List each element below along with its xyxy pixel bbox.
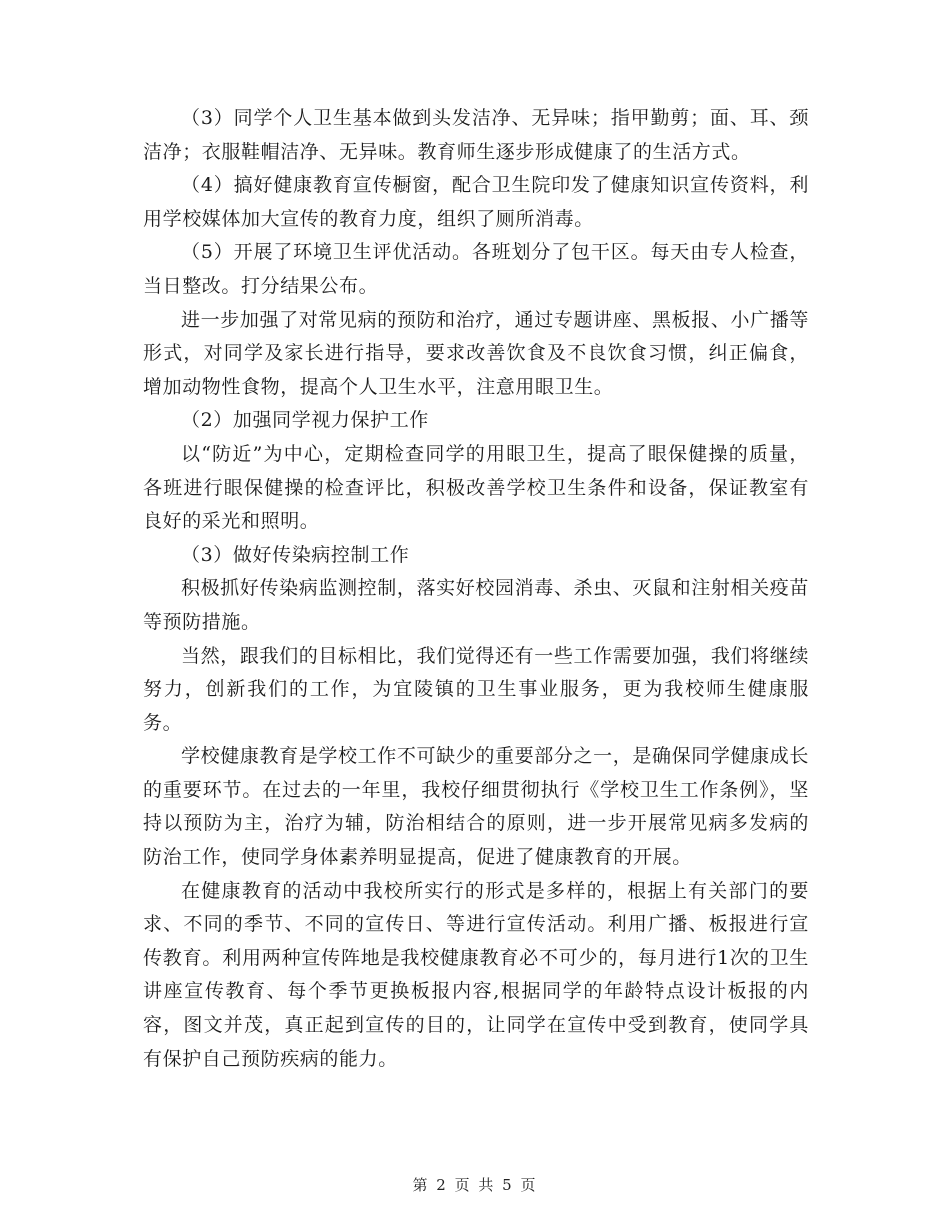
- paragraph-vision-protection: 以“防近”为中心，定期检查同学的用眼卫生，提高了眼保健操的质量，各班进行眼保健操的检查评比，积极改善学校卫生条件和设备，保证教室有良好的采光和照明。: [143, 442, 809, 533]
- document-body: [143, 102, 809, 1076]
- paragraph-environment-evaluation: （5）开展了环境卫生评优活动。各班划分了包干区。每天由专人检查，当日整改。打分结果公布。: [143, 241, 809, 297]
- page-number: 第 2 页 共 5 页: [412, 1176, 538, 1194]
- paragraph-personal-hygiene: （3）同学个人卫生基本做到头发洁净、无异味；指甲勤剪；面、耳、颈洁净；衣服鞋帽洁净、无异味。教育师生逐步形成健康了的生活方式。: [143, 107, 809, 163]
- paragraph-health-window: （4）搞好健康教育宣传橱窗，配合卫生院印发了健康知识宣传资料，利用学校媒体加大宣传的教育力度，组织了厕所消毒。: [143, 174, 809, 230]
- paragraph-future-work: 当然，跟我们的目标相比，我们觉得还有一些工作需要加强，我们将继续努力，创新我们的工作，为宜陵镇的卫生事业服务，更为我校师生健康服务。: [143, 644, 809, 734]
- paragraph-common-disease: 进一步加强了对常见病的预防和治疗，通过专题讲座、黑板报、小广播等形式，对同学及家长进行指导，要求改善饮食及不良饮食习惯，纠正偏食，增加动物性食物，提高个人卫生水平，注意用眼卫生。: [143, 308, 809, 398]
- subheading-vision-protection: （2）加强同学视力保护工作: [181, 409, 429, 432]
- paragraph-health-education: 学校健康教育是学校工作不可缺少的重要部分之一，是确保同学健康成长的重要环节。在过去的一年里，我校仔细贯彻执行《学校卫生工作条例》，坚持以预防为主，治疗为辅，防治相结合的原则，进一步开展常见病多发病的防治工作，使同学身体素养明显提高，促进了健康教育的开展。: [143, 745, 809, 869]
- subheading-infectious-disease: （3）做好传染病控制工作: [181, 543, 410, 566]
- paragraph-infectious-disease: 积极抓好传染病监测控制，落实好校园消毒、杀虫、灭鼠和注射相关疫苗等预防措施。: [143, 577, 809, 633]
- paragraph-activities: 在健康教育的活动中我校所实行的形式是多样的，根据上有关部门的要求、不同的季节、不同的宣传日、等进行宣传活动。利用广播、板报进行宣传教育。利用两种宣传阵地是我校健康教育必不可少的，每月进行1次的卫生讲座宣传教育、每个季节更换板报内容,根据同学的年龄特点设计板报的内容，图文并茂，真正起到宣传的目的，让同学在宣传中受到教育，使同学具有保护自己预防疾病的能力。: [143, 879, 809, 1070]
